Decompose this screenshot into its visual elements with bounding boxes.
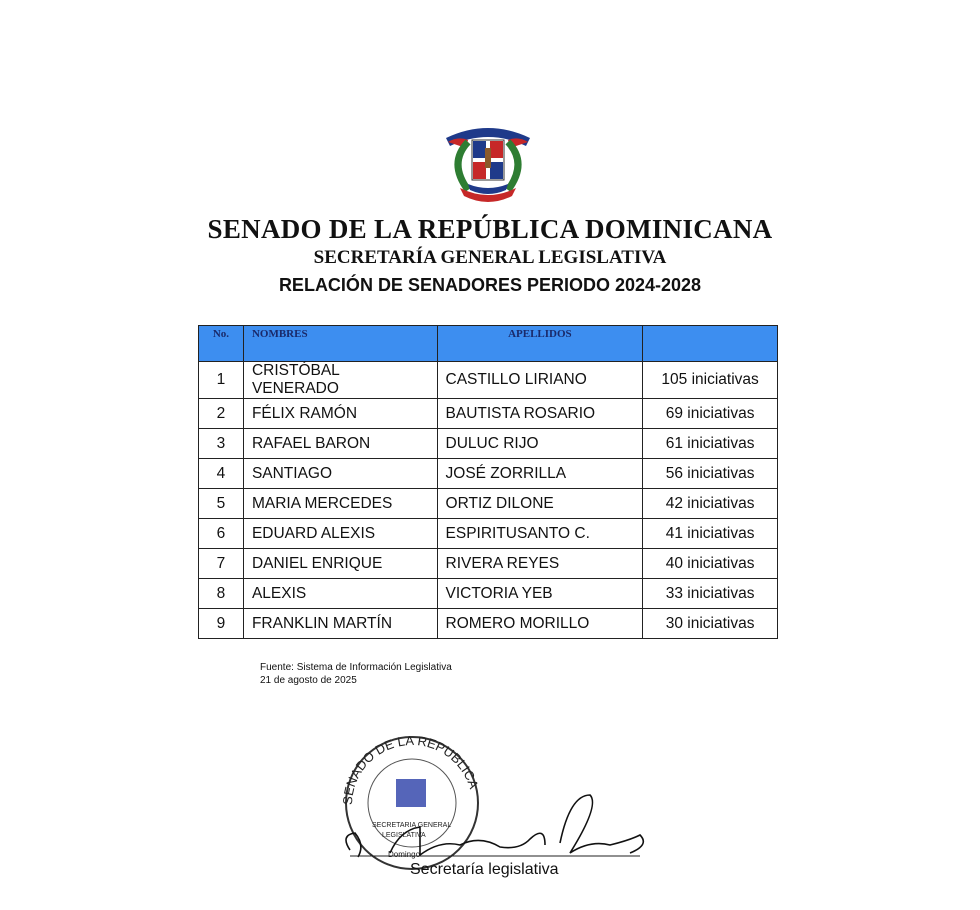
table-row [199,519,778,549]
row-number: 2 [199,399,244,429]
svg-text:Domingo: Domingo [388,850,421,859]
column-header-iniciativas [643,326,778,362]
coat-of-arms-logo [438,118,538,208]
table-header-row [199,326,778,362]
row-apellidos: ROMERO MORILLO [437,609,643,639]
column-header-nombres: NOMBRES [243,326,437,362]
document-subtitle: SECRETARÍA GENERAL LEGISLATIVA [313,247,667,268]
date-text: 21 de agosto de 2025 [260,675,357,686]
source-text: Fuente: Sistema de Información Legislativa [260,662,452,673]
table-row [199,429,778,459]
table-row [199,549,778,579]
row-apellidos: DULUC RIJO [437,429,643,459]
row-nombres: ALEXIS [243,579,437,609]
row-iniciativas: 69 iniciativas [643,399,778,429]
row-iniciativas: 33 iniciativas [643,579,778,609]
row-apellidos: ORTIZ DILONE [437,489,643,519]
svg-text:SENADO DE LA REPUBLICA: SENADO DE LA REPUBLICA [339,735,482,806]
row-number: 6 [199,519,244,549]
report-title: RELACIÓN DE SENADORES PERIODO 2024-2028 [278,275,702,295]
row-number: 7 [199,549,244,579]
row-number: 1 [199,362,244,399]
row-number: 3 [199,429,244,459]
row-iniciativas: 56 iniciativas [643,459,778,489]
column-header-no: No. [199,326,244,362]
row-nombres: CRISTÓBAL VENERADO [243,362,437,399]
senators-table [198,325,778,639]
signature-title: Secretaría legislativa [410,861,559,878]
table-row [199,459,778,489]
row-nombres: EDUARD ALEXIS [243,519,437,549]
row-number: 4 [199,459,244,489]
row-nombres: FÉLIX RAMÓN [243,399,437,429]
official-stamp-and-signature [330,735,660,875]
row-iniciativas: 41 iniciativas [643,519,778,549]
document-title: SENADO DE LA REPÚBLICA DOMINICANA [207,214,773,244]
row-nombres: MARIA MERCEDES [243,489,437,519]
table-row [199,609,778,639]
row-iniciativas: 40 iniciativas [643,549,778,579]
source-note [260,661,452,687]
table-row [199,362,778,399]
row-number: 9 [199,609,244,639]
row-nombres: FRANKLIN MARTÍN [243,609,437,639]
row-apellidos: JOSÉ ZORRILLA [437,459,643,489]
row-number: 5 [199,489,244,519]
row-nombres: DANIEL ENRIQUE [243,549,437,579]
table-row [199,399,778,429]
table-row [199,579,778,609]
row-apellidos: ESPIRITUSANTO C. [437,519,643,549]
row-apellidos: RIVERA REYES [437,549,643,579]
column-header-apellidos: APELLIDOS [437,326,643,362]
row-apellidos: BAUTISTA ROSARIO [437,399,643,429]
svg-text:LEGISLATIVA: LEGISLATIVA [382,832,426,839]
row-iniciativas: 61 iniciativas [643,429,778,459]
svg-text:SECRETARIA GENERAL: SECRETARIA GENERAL [372,822,452,829]
row-apellidos: VICTORIA YEB [437,579,643,609]
row-iniciativas: 42 iniciativas [643,489,778,519]
row-apellidos: CASTILLO LIRIANO [437,362,643,399]
row-nombres: RAFAEL BARON [243,429,437,459]
row-iniciativas: 105 iniciativas [643,362,778,399]
table-row [199,489,778,519]
row-nombres: SANTIAGO [243,459,437,489]
row-number: 8 [199,579,244,609]
row-iniciativas: 30 iniciativas [643,609,778,639]
